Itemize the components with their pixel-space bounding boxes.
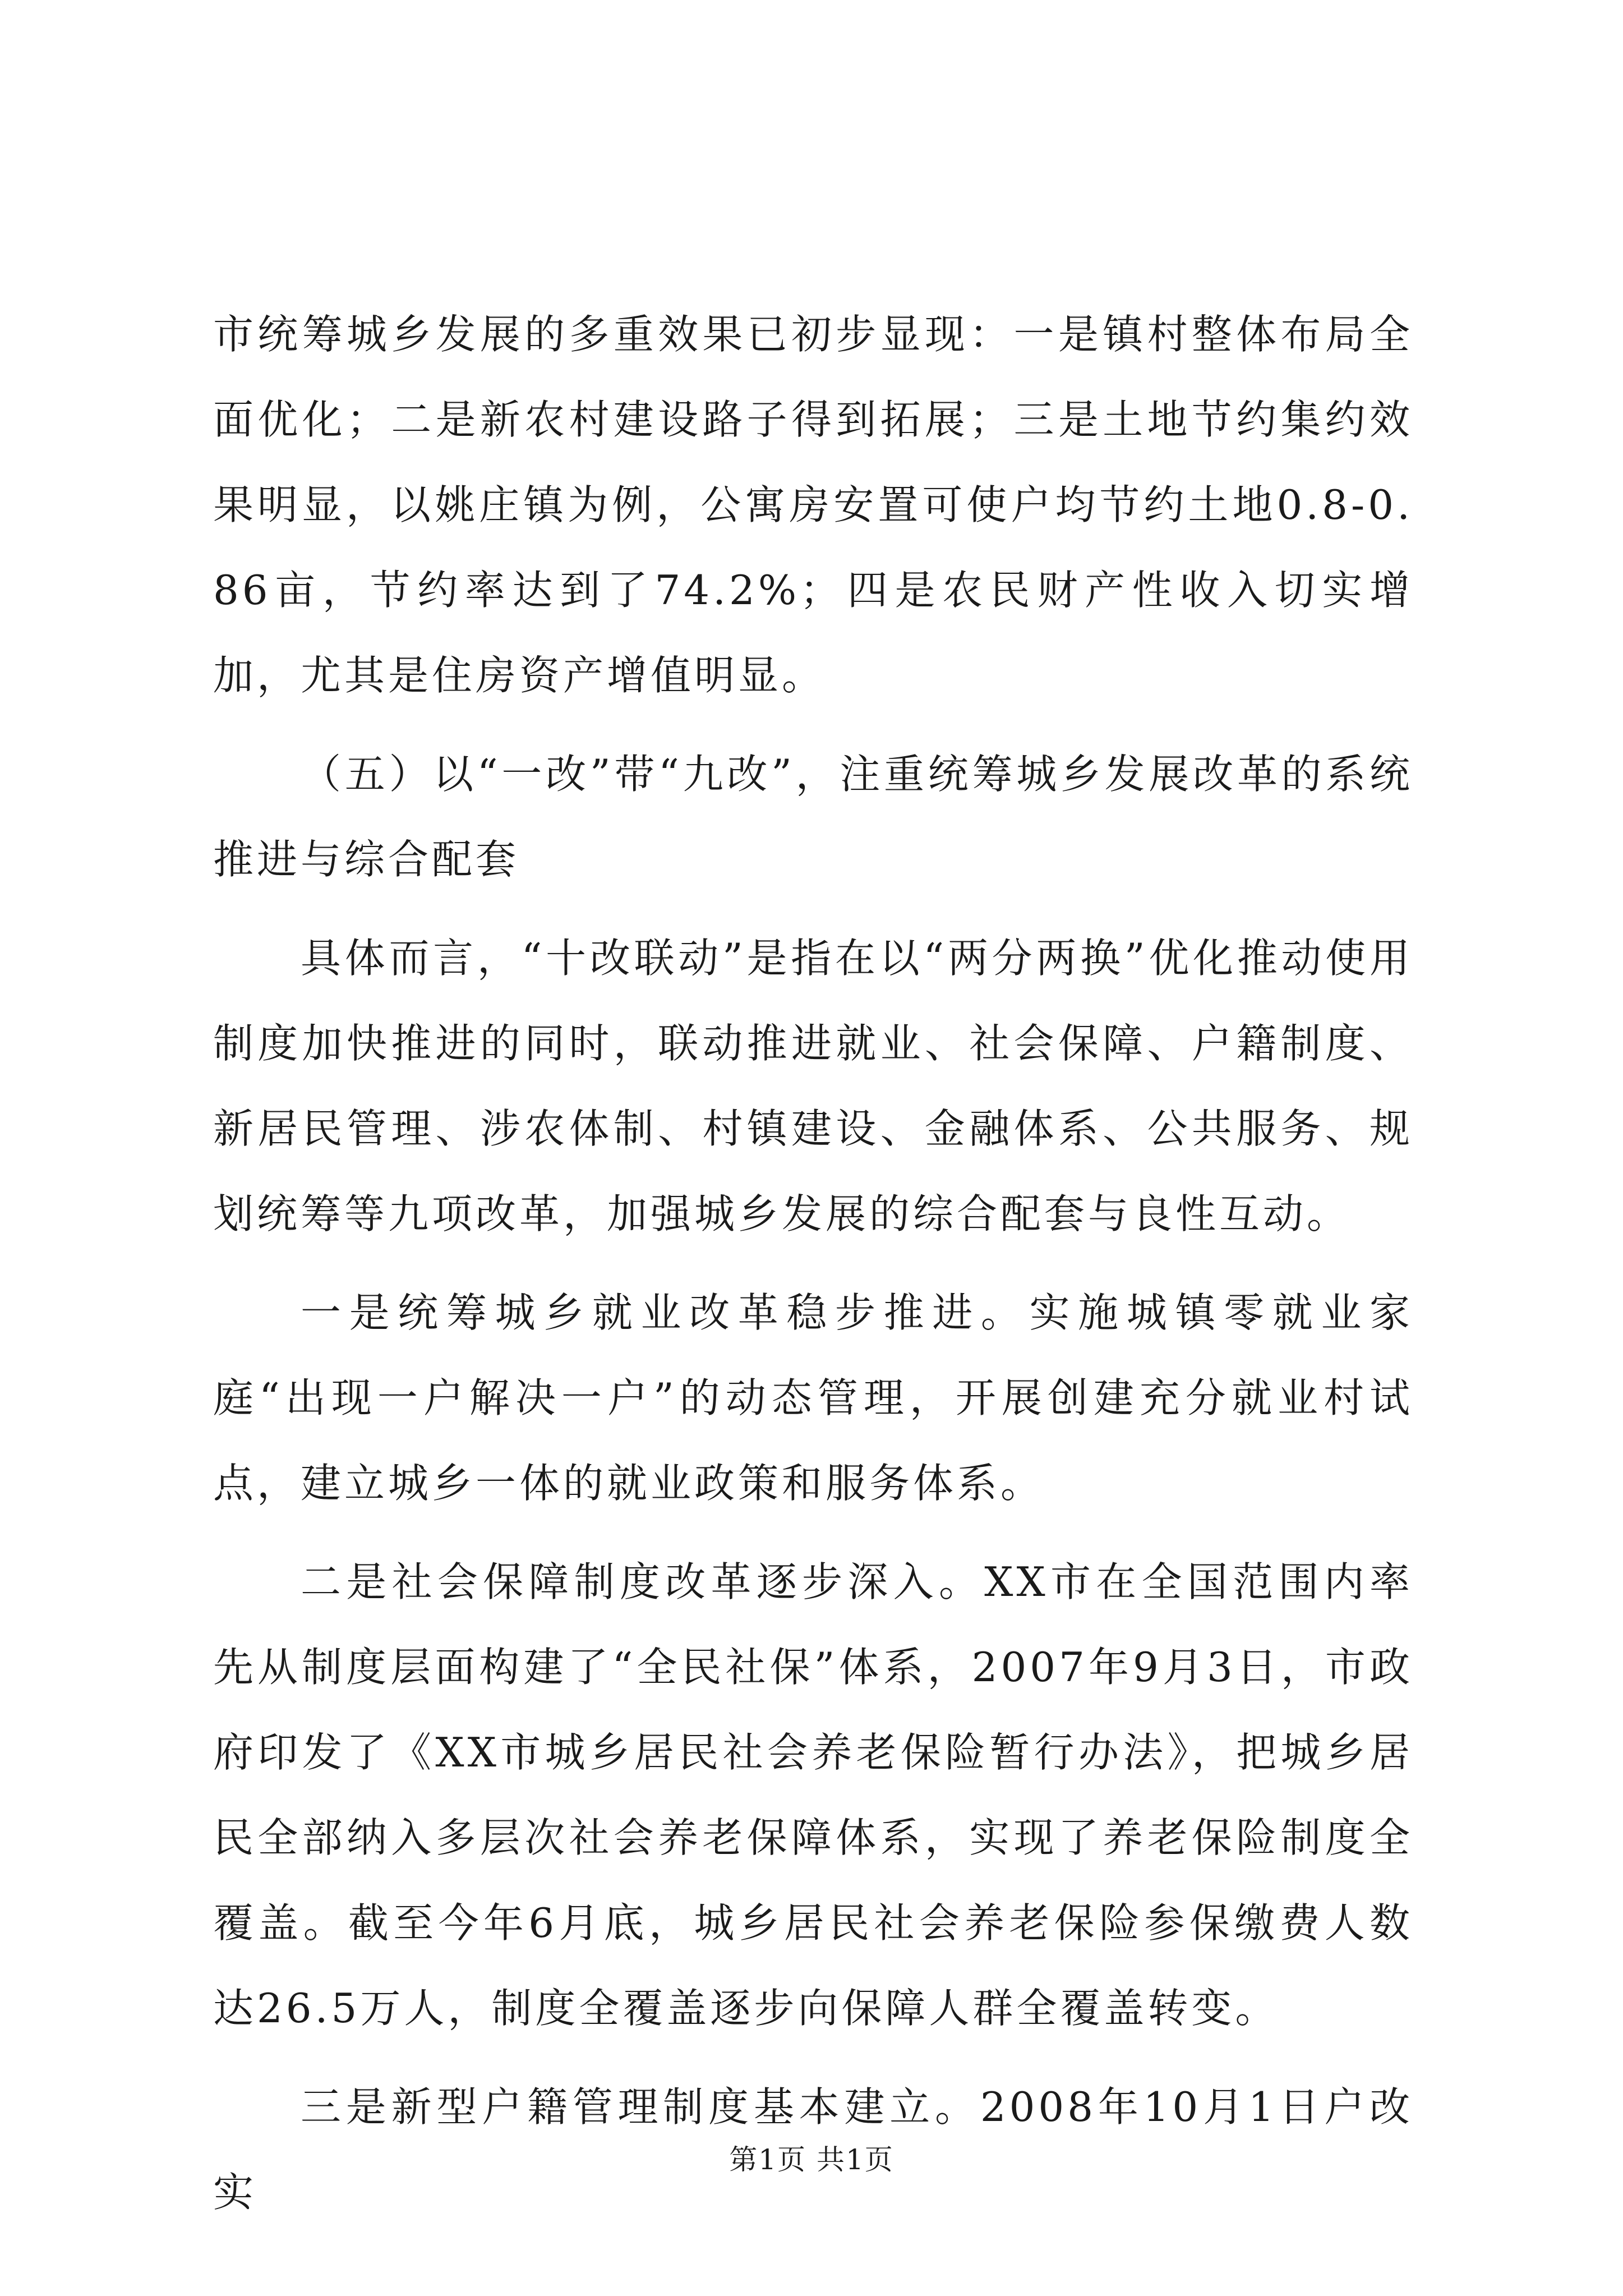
document-body <box>213 292 1413 2235</box>
paragraph-4: 一是统筹城乡就业改革稳步推进。实施城镇零就业家庭“出现一户解决一户”的动态管理，开展创建充分就业村试点，建立城乡一体的就业政策和服务体系。 <box>213 1289 1413 1507</box>
page-footer: 第1页 共1页 <box>729 2143 894 2176</box>
paragraph-1: 市统筹城乡发展的多重效果已初步显现：一是镇村整体布局全面优化；二是新农村建设路子得到拓展；三是土地节约集约效果明显，以姚庄镇为例，公寓房安置可使户均节约土地0.8-0.86亩，节约率达到了74.2%；四是农民财产性收入切实增加，尤其是住房资产增值明显。 <box>213 311 1413 699</box>
section-heading: （五）以“一改”带“九改”，注重统筹城乡发展改革的系统推进与综合配套 <box>213 751 1413 883</box>
paragraph-5: 二是社会保障制度改革逐步深入。XX市在全国范围内率先从制度层面构建了“全民社保”体系，2007年9月3日，市政府印发了《XX市城乡居民社会养老保险暂行办法》，把城乡居民全部纳入多层次社会养老保障体系，实现了养老保险制度全覆盖。截至今年6月底，城乡居民社会养老保险参保缴费人数达26.5万人，制度全覆盖逐步向保障人群全覆盖转变。 <box>213 1558 1413 2032</box>
paragraph-6: 三是新型户籍管理制度基本建立。2008年10月1日户改实 <box>213 2083 1413 2216</box>
paragraph-3: 具体而言，“十改联动”是指在以“两分两换”优化推动使用制度加快推进的同时，联动推进就业、社会保障、户籍制度、新居民管理、涉农体制、村镇建设、金融体系、公共服务、规划统筹等九项改革，加强城乡发展的综合配套与良性互动。 <box>213 935 1413 1237</box>
